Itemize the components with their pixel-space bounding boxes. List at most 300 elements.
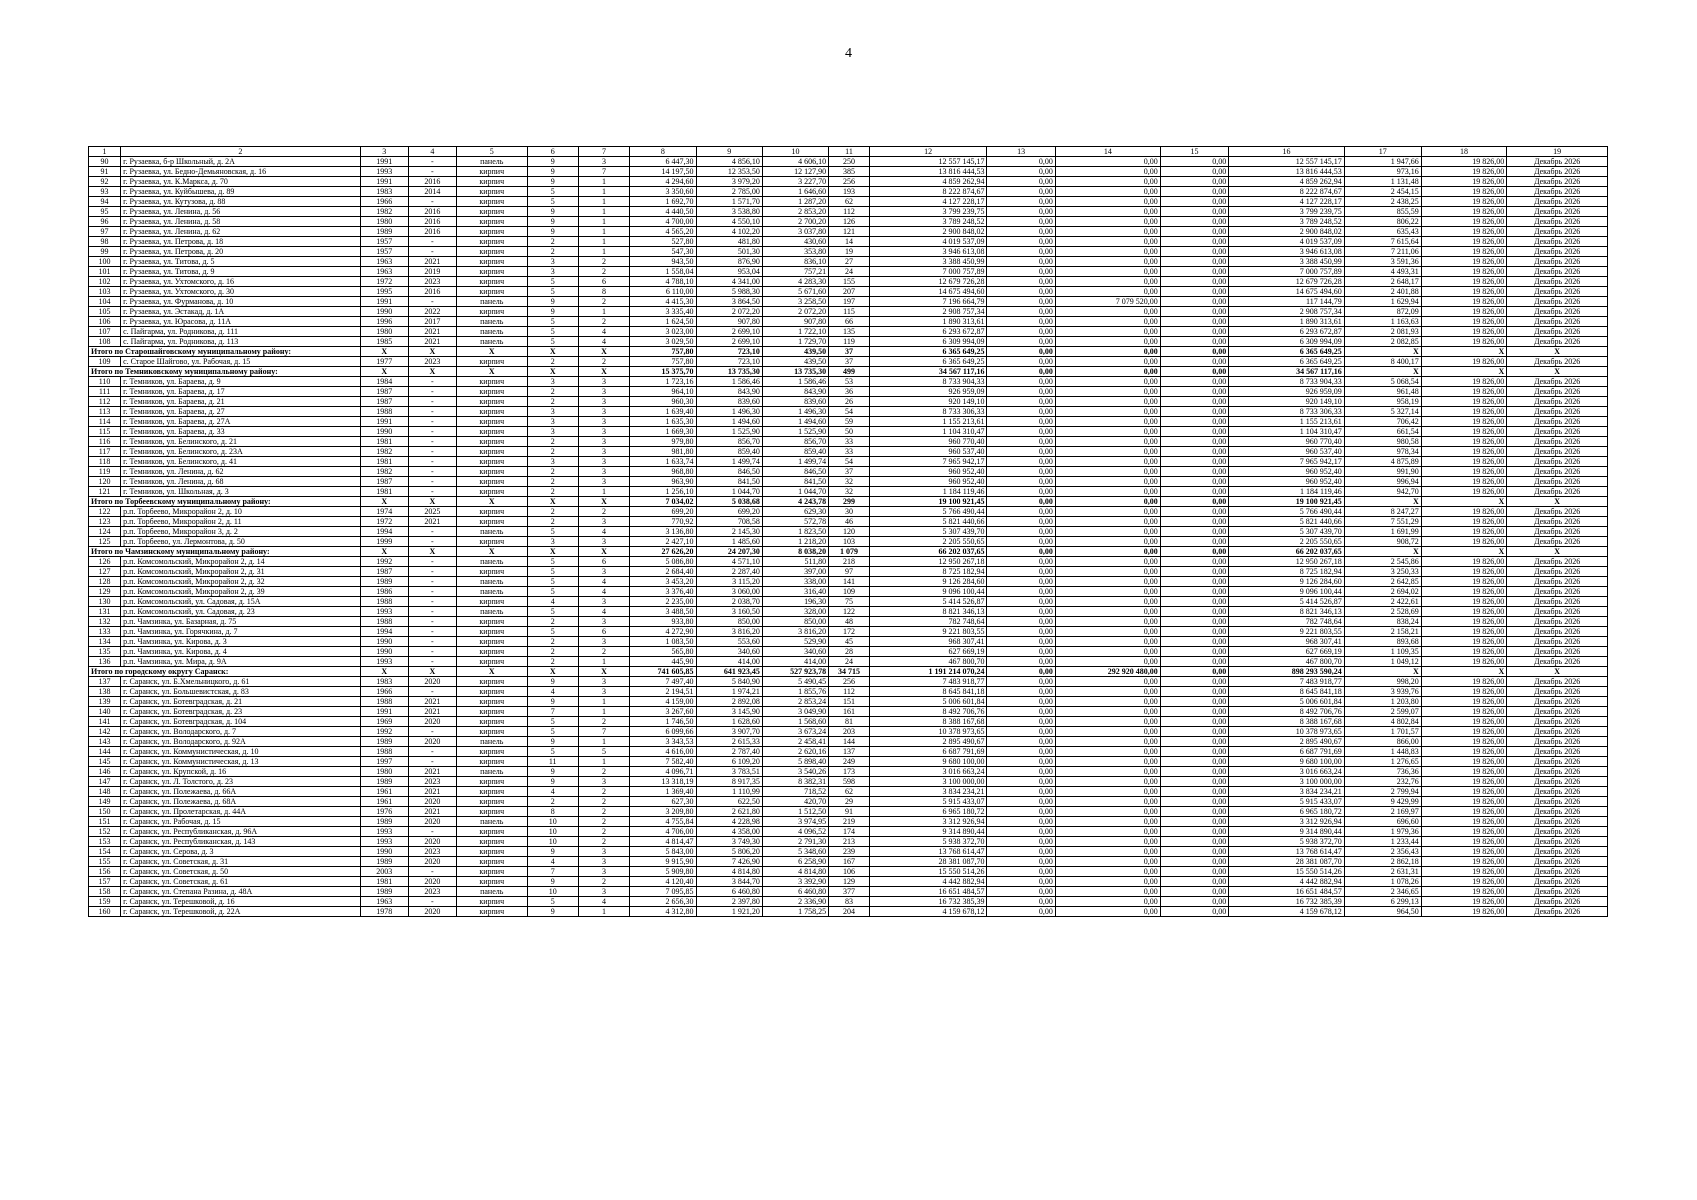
table-cell: 968 307,41 — [1229, 637, 1345, 647]
table-cell: 2021 — [408, 337, 456, 347]
table-cell: 19 826,00 — [1421, 657, 1507, 667]
table-cell: 1963 — [360, 257, 408, 267]
table-cell: панель — [456, 887, 527, 897]
table-cell: 1 628,60 — [696, 717, 762, 727]
table-cell: 2016 — [408, 207, 456, 217]
table-cell: 6 293 672,87 — [869, 327, 987, 337]
subtotal-cell: X — [408, 667, 456, 677]
subtotal-cell: 0,00 — [987, 347, 1055, 357]
table-cell: 7 — [578, 727, 629, 737]
table-row — [89, 727, 1608, 737]
table-cell: 0,00 — [987, 887, 1055, 897]
table-cell: 1989 — [360, 777, 408, 787]
table-cell: 0,00 — [1055, 177, 1160, 187]
table-cell: 5 068,54 — [1344, 377, 1421, 387]
table-cell: 4 — [527, 787, 578, 797]
column-number-row — [89, 147, 1608, 157]
subtotal-row — [89, 547, 1608, 557]
table-cell: 0,00 — [987, 517, 1055, 527]
table-cell: кирпич — [456, 447, 527, 457]
table-cell: 3 — [578, 477, 629, 487]
table-cell: 8 733 904,33 — [869, 377, 987, 387]
table-cell: 1 890 313,61 — [1229, 317, 1345, 327]
column-number: 16 — [1229, 147, 1345, 157]
table-cell: 1991 — [360, 417, 408, 427]
table-cell: 256 — [829, 177, 870, 187]
table-cell: 736,36 — [1344, 767, 1421, 777]
table-cell: 3 — [578, 427, 629, 437]
table-cell: 59 — [829, 417, 870, 427]
table-cell: 0,00 — [987, 737, 1055, 747]
table-cell: 0,00 — [1055, 877, 1160, 887]
address-cell: г. Рузаевка, ул. Юрасова, д. 11А — [121, 317, 361, 327]
table-cell: 142 — [89, 727, 121, 737]
table-cell: 5 — [527, 567, 578, 577]
table-cell: 3 115,20 — [696, 577, 762, 587]
table-cell: панель — [456, 577, 527, 587]
table-cell: 6 293 672,87 — [1229, 327, 1345, 337]
table-cell: 1 — [578, 247, 629, 257]
table-cell: 1986 — [360, 587, 408, 597]
table-cell: 0,00 — [1055, 747, 1160, 757]
table-cell: 3 250,33 — [1344, 567, 1421, 577]
table-cell: 0,00 — [1160, 637, 1228, 647]
table-cell: 24 — [829, 657, 870, 667]
table-cell: Декабрь 2026 — [1507, 607, 1608, 617]
table-cell: Декабрь 2026 — [1507, 257, 1608, 267]
table-cell: 3 388 450,99 — [1229, 257, 1345, 267]
table-cell: 8 492 706,76 — [1229, 707, 1345, 717]
table-cell: 1 586,46 — [762, 377, 828, 387]
table-cell: 1966 — [360, 687, 408, 697]
table-cell: 19 826,00 — [1421, 217, 1507, 227]
table-cell: 1 218,20 — [762, 537, 828, 547]
table-cell: 1 — [578, 737, 629, 747]
table-cell: 4 859 262,94 — [869, 177, 987, 187]
table-cell: 2 — [527, 797, 578, 807]
table-cell: 1 646,60 — [762, 187, 828, 197]
subtotal-cell: X — [456, 367, 527, 377]
table-cell: 133 — [89, 627, 121, 637]
table-cell: Декабрь 2026 — [1507, 747, 1608, 757]
table-cell: Декабрь 2026 — [1507, 187, 1608, 197]
table-cell: 0,00 — [987, 297, 1055, 307]
table-cell: Декабрь 2026 — [1507, 767, 1608, 777]
table-cell: кирпич — [456, 877, 527, 887]
table-cell: 2 038,70 — [696, 597, 762, 607]
table-cell: 0,00 — [987, 407, 1055, 417]
table-cell: 2016 — [408, 227, 456, 237]
subtotal-cell: X — [578, 367, 629, 377]
table-cell: 6 447,30 — [630, 157, 696, 167]
table-row — [89, 267, 1608, 277]
table-cell: 2023 — [408, 847, 456, 857]
table-row — [89, 237, 1608, 247]
table-cell: 3 939,76 — [1344, 687, 1421, 697]
table-cell: 501,30 — [696, 247, 762, 257]
table-cell: Декабрь 2026 — [1507, 337, 1608, 347]
table-cell: 16 651 484,57 — [869, 887, 987, 897]
table-row — [89, 207, 1608, 217]
table-cell: 0,00 — [1055, 407, 1160, 417]
table-cell: 1966 — [360, 197, 408, 207]
table-cell: 0,00 — [1160, 397, 1228, 407]
table-cell: 19 826,00 — [1421, 517, 1507, 527]
table-cell: 8 388 167,68 — [1229, 717, 1345, 727]
subtotal-row — [89, 367, 1608, 377]
table-cell: 4 493,31 — [1344, 267, 1421, 277]
table-cell: 0,00 — [1055, 317, 1160, 327]
table-cell: 5 909,80 — [630, 867, 696, 877]
table-cell: 207 — [829, 287, 870, 297]
table-cell: 1981 — [360, 457, 408, 467]
table-cell: 5 414 526,87 — [1229, 597, 1345, 607]
address-cell: г. Рузаевка, ул. Ленина, д. 62 — [121, 227, 361, 237]
table-cell: 9 — [527, 217, 578, 227]
table-cell: 3 — [578, 407, 629, 417]
table-cell: Декабрь 2026 — [1507, 787, 1608, 797]
address-cell: г. Саранск, ул. Республиканская, д. 96А — [121, 827, 361, 837]
table-cell: 2 528,69 — [1344, 607, 1421, 617]
table-cell: 7 497,40 — [630, 677, 696, 687]
address-cell: г. Темников, ул. Белинского, д. 41 — [121, 457, 361, 467]
table-cell: Декабрь 2026 — [1507, 487, 1608, 497]
table-cell: Декабрь 2026 — [1507, 267, 1608, 277]
table-cell: 0,00 — [1055, 467, 1160, 477]
table-cell: 123 — [89, 517, 121, 527]
table-cell: 0,00 — [987, 177, 1055, 187]
table-cell: 5 — [527, 727, 578, 737]
table-row — [89, 627, 1608, 637]
table-cell: 7 211,06 — [1344, 247, 1421, 257]
table-cell: 0,00 — [987, 187, 1055, 197]
table-cell: 4 — [578, 607, 629, 617]
table-cell: 0,00 — [1160, 257, 1228, 267]
table-cell: кирпич — [456, 567, 527, 577]
table-cell: 219 — [829, 817, 870, 827]
table-cell: 99 — [89, 247, 121, 257]
table-cell: 4 550,10 — [696, 217, 762, 227]
table-cell: 0,00 — [987, 787, 1055, 797]
table-cell: 0,00 — [1160, 187, 1228, 197]
table-row — [89, 857, 1608, 867]
table-cell: Декабрь 2026 — [1507, 687, 1608, 697]
table-cell: 0,00 — [1160, 757, 1228, 767]
table-cell: 1963 — [360, 897, 408, 907]
table-cell: 19 826,00 — [1421, 647, 1507, 657]
table-cell: 2021 — [408, 257, 456, 267]
subtotal-cell: X — [456, 547, 527, 557]
table-cell: 572,78 — [762, 517, 828, 527]
table-cell: 696,60 — [1344, 817, 1421, 827]
table-cell: Декабрь 2026 — [1507, 377, 1608, 387]
table-cell: 4 127 228,17 — [1229, 197, 1345, 207]
address-cell: г. Саранск, ул. Степана Разина, д. 48А — [121, 887, 361, 897]
table-cell: 5 671,60 — [762, 287, 828, 297]
table-row — [89, 157, 1608, 167]
table-cell: 4 — [578, 527, 629, 537]
address-cell: р.п. Комсомольский, Микрорайон 2, д. 14 — [121, 557, 361, 567]
table-cell: 0,00 — [987, 907, 1055, 917]
table-cell: 19 826,00 — [1421, 857, 1507, 867]
table-cell: 1999 — [360, 537, 408, 547]
table-cell: 4 096,71 — [630, 767, 696, 777]
table-cell: кирпич — [456, 617, 527, 627]
table-cell: 467 800,70 — [869, 657, 987, 667]
table-cell: 0,00 — [1160, 527, 1228, 537]
subtotal-cell: 7 034,02 — [630, 497, 696, 507]
table-row — [89, 697, 1608, 707]
table-cell: 92 — [89, 177, 121, 187]
table-cell: 19 826,00 — [1421, 267, 1507, 277]
table-cell: 8 — [578, 287, 629, 297]
table-cell: 95 — [89, 207, 121, 217]
table-cell: 3 376,40 — [630, 587, 696, 597]
table-cell: 1957 — [360, 237, 408, 247]
table-cell: 12 679 726,28 — [1229, 277, 1345, 287]
table-cell: 19 826,00 — [1421, 767, 1507, 777]
table-row — [89, 277, 1608, 287]
table-cell: 8 — [527, 807, 578, 817]
subtotal-cell: 24 207,30 — [696, 547, 762, 557]
table-cell: - — [408, 647, 456, 657]
table-cell: 3 — [578, 597, 629, 607]
table-cell: кирпич — [456, 287, 527, 297]
table-cell: 1 — [578, 197, 629, 207]
table-cell: 1 — [578, 207, 629, 217]
table-cell: 141 — [829, 577, 870, 587]
table-cell: 3 016 663,24 — [869, 767, 987, 777]
subtotal-cell: 19 100 921,45 — [1229, 497, 1345, 507]
table-row — [89, 817, 1608, 827]
table-cell: 3 350,60 — [630, 187, 696, 197]
table-cell: Декабрь 2026 — [1507, 437, 1608, 447]
table-cell: панель — [456, 327, 527, 337]
table-cell: 1 494,60 — [696, 417, 762, 427]
table-cell: 1 691,99 — [1344, 527, 1421, 537]
table-cell: 1983 — [360, 677, 408, 687]
table-cell: 1982 — [360, 467, 408, 477]
table-cell: панель — [456, 737, 527, 747]
table-cell: 3 267,60 — [630, 707, 696, 717]
table-cell: 838,24 — [1344, 617, 1421, 627]
table-cell: 138 — [89, 687, 121, 697]
table-cell: 131 — [89, 607, 121, 617]
subtotal-cell: X — [1421, 547, 1507, 557]
table-cell: 4 571,10 — [696, 557, 762, 567]
table-cell: 0,00 — [1055, 487, 1160, 497]
table-cell: 2021 — [408, 697, 456, 707]
table-cell: 1 — [578, 707, 629, 717]
address-cell: р.п. Чамзинка, ул. Базарная, д. 75 — [121, 617, 361, 627]
table-cell: 28 381 087,70 — [1229, 857, 1345, 867]
table-cell: 866,00 — [1344, 737, 1421, 747]
table-cell: 3 — [527, 267, 578, 277]
table-cell: 19 826,00 — [1421, 477, 1507, 487]
table-cell: 2 853,20 — [762, 207, 828, 217]
table-cell: 1993 — [360, 167, 408, 177]
table-cell: 9 — [527, 777, 578, 787]
table-cell: 129 — [829, 877, 870, 887]
table-cell: 3 227,70 — [762, 177, 828, 187]
table-cell: Декабрь 2026 — [1507, 697, 1608, 707]
table-cell: 960 952,40 — [869, 467, 987, 477]
subtotal-cell: 292 920 480,00 — [1055, 667, 1160, 677]
table-row — [89, 747, 1608, 757]
table-cell: 19 826,00 — [1421, 607, 1507, 617]
table-cell: 62 — [829, 787, 870, 797]
table-cell: 0,00 — [987, 607, 1055, 617]
table-cell: 2 — [578, 767, 629, 777]
table-cell: кирпич — [456, 177, 527, 187]
table-cell: 115 — [89, 427, 121, 437]
address-cell: г. Саранск, ул. Пролетарская, д. 44А — [121, 807, 361, 817]
table-cell: 1989 — [360, 857, 408, 867]
table-cell: 155 — [829, 277, 870, 287]
table-cell: 112 — [829, 207, 870, 217]
table-cell: кирпич — [456, 697, 527, 707]
table-cell: 0,00 — [1055, 477, 1160, 487]
table-row — [89, 467, 1608, 477]
table-cell: 5 806,20 — [696, 847, 762, 857]
table-cell: 9 314 890,44 — [869, 827, 987, 837]
table-cell: 32 — [829, 477, 870, 487]
table-row — [89, 877, 1608, 887]
table-row — [89, 637, 1608, 647]
table-cell: - — [408, 457, 456, 467]
address-cell: г. Саранск, ул. Коммунистическая, д. 10 — [121, 747, 361, 757]
table-cell: кирпич — [456, 197, 527, 207]
table-cell: 174 — [829, 827, 870, 837]
table-cell: 203 — [829, 727, 870, 737]
table-cell: 3 — [578, 437, 629, 447]
subtotal-cell: X — [360, 667, 408, 677]
table-cell: 5 307 439,70 — [1229, 527, 1345, 537]
table-cell: 856,70 — [696, 437, 762, 447]
table-cell: 926 959,09 — [1229, 387, 1345, 397]
table-cell: 19 826,00 — [1421, 447, 1507, 457]
table-cell: 6 258,90 — [762, 857, 828, 867]
table-cell: 148 — [89, 787, 121, 797]
table-cell: 106 — [829, 867, 870, 877]
table-cell: 14 197,50 — [630, 167, 696, 177]
table-cell: 5 006 601,84 — [1229, 697, 1345, 707]
table-cell: кирпич — [456, 377, 527, 387]
table-cell: 3 037,80 — [762, 227, 828, 237]
table-cell: 8 388 167,68 — [869, 717, 987, 727]
table-cell: 3 749,30 — [696, 837, 762, 847]
table-cell: 8 382,31 — [762, 777, 828, 787]
table-cell: 250 — [829, 157, 870, 167]
subtotal-cell: 19 100 921,45 — [869, 497, 987, 507]
table-cell: 3 834 234,21 — [869, 787, 987, 797]
address-cell: г. Саранск, ул. Ботевградская, д. 104 — [121, 717, 361, 727]
table-cell: 2 799,94 — [1344, 787, 1421, 797]
table-cell: 1 131,48 — [1344, 177, 1421, 187]
table-cell: 1 — [578, 187, 629, 197]
table-cell: 979,80 — [630, 437, 696, 447]
table-cell: 101 — [89, 267, 121, 277]
table-row — [89, 907, 1608, 917]
table-cell: 4 — [578, 587, 629, 597]
table-cell: 6 365 649,25 — [1229, 357, 1345, 367]
table-cell: 5 — [527, 337, 578, 347]
table-cell: Декабрь 2026 — [1507, 737, 1608, 747]
table-cell: 1988 — [360, 597, 408, 607]
table-cell: 136 — [89, 657, 121, 667]
table-cell: 708,58 — [696, 517, 762, 527]
table-row — [89, 567, 1608, 577]
table-cell: 1 — [578, 217, 629, 227]
column-number: 12 — [869, 147, 987, 157]
table-cell: кирпич — [456, 867, 527, 877]
table-cell: Декабрь 2026 — [1507, 167, 1608, 177]
table-cell: Декабрь 2026 — [1507, 517, 1608, 527]
table-cell: 0,00 — [1160, 897, 1228, 907]
table-cell: 1 078,26 — [1344, 877, 1421, 887]
table-cell: 0,00 — [1160, 877, 1228, 887]
table-cell: 54 — [829, 407, 870, 417]
table-cell: 19 826,00 — [1421, 747, 1507, 757]
table-cell: 1 485,60 — [696, 537, 762, 547]
column-number: 13 — [987, 147, 1055, 157]
subtotal-cell: 0,00 — [987, 497, 1055, 507]
subtotal-label: Итого по Темниковскому муниципальному району: — [89, 367, 361, 377]
table-cell: 2 454,15 — [1344, 187, 1421, 197]
table-cell: 1 496,30 — [696, 407, 762, 417]
table-cell: 0,00 — [1160, 387, 1228, 397]
address-cell: г. Темников, ул. Бараева, д. 33 — [121, 427, 361, 437]
table-row — [89, 557, 1608, 567]
table-cell: 6 — [578, 627, 629, 637]
table-cell: 6 309 994,09 — [1229, 337, 1345, 347]
table-cell: 960,30 — [630, 397, 696, 407]
table-cell: 5 006 601,84 — [869, 697, 987, 707]
table-cell: 0,00 — [1055, 327, 1160, 337]
subtotal-cell: 13 735,30 — [762, 367, 828, 377]
table-cell: 2022 — [408, 307, 456, 317]
table-cell: 2 — [578, 817, 629, 827]
table-cell: 2 648,17 — [1344, 277, 1421, 287]
table-cell: Декабрь 2026 — [1507, 447, 1608, 457]
table-cell: 0,00 — [987, 707, 1055, 717]
table-cell: 757,21 — [762, 267, 828, 277]
table-cell: 5 307 439,70 — [869, 527, 987, 537]
table-cell: 1988 — [360, 407, 408, 417]
table-cell: 3 312 926,94 — [869, 817, 987, 827]
table-cell: 907,80 — [696, 317, 762, 327]
table-cell: - — [408, 557, 456, 567]
table-cell: 19 826,00 — [1421, 797, 1507, 807]
table-cell: 0,00 — [1160, 177, 1228, 187]
table-cell: 0,00 — [987, 687, 1055, 697]
table-cell: Декабрь 2026 — [1507, 877, 1608, 887]
table-cell: кирпич — [456, 507, 527, 517]
table-cell: 0,00 — [1160, 677, 1228, 687]
table-cell: 0,00 — [1160, 887, 1228, 897]
table-cell: кирпич — [456, 387, 527, 397]
table-cell: 4 814,47 — [630, 837, 696, 847]
table-cell: 19 826,00 — [1421, 707, 1507, 717]
table-cell: 0,00 — [987, 867, 1055, 877]
table-cell: кирпич — [456, 597, 527, 607]
table-cell: Декабрь 2026 — [1507, 537, 1608, 547]
table-cell: 5 — [578, 747, 629, 757]
table-cell: 16 651 484,57 — [1229, 887, 1345, 897]
table-cell: 0,00 — [1160, 607, 1228, 617]
table-cell: 3 — [578, 887, 629, 897]
table-cell: 1 — [578, 227, 629, 237]
